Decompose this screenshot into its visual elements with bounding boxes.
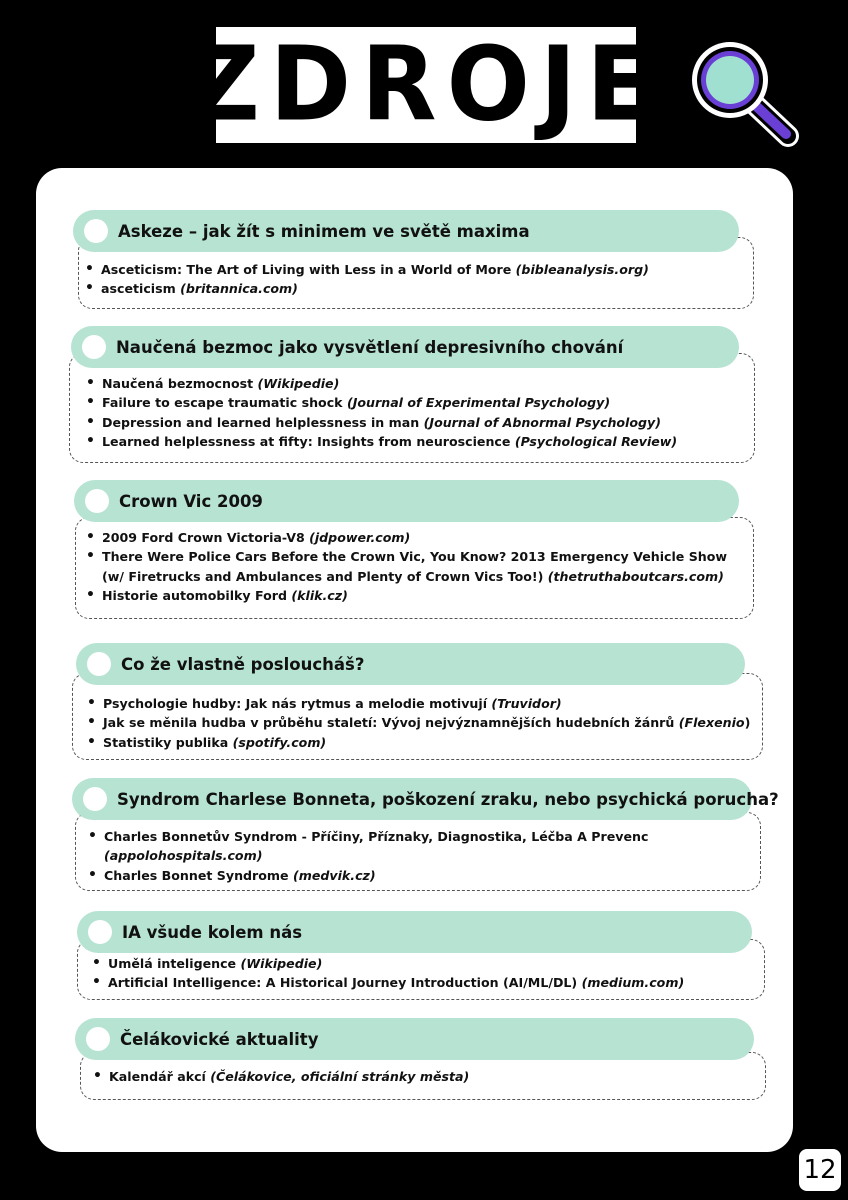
section-title: Naučená bezmoc jako vysvětlení depresivního chování <box>116 337 624 357</box>
source-title: Artificial Intelligence: A Historical Journey Introduction (AI/ML/DL) <box>108 975 582 991</box>
source-title: 2009 Ford Crown Victoria-V8 <box>102 530 310 545</box>
section-header-pill <box>74 480 739 522</box>
source-title: There Were Police Cars Before the Crown Vic, You Know? 2013 Emergency Vehicle Show (w/ Firetrucks and Ambulances and Plenty of Crown Vics Too!) <box>102 549 728 584</box>
source-title: Learned helplessness at fifty: Insights from neuroscience <box>102 433 515 449</box>
source-site: (bibleanalysis.org) <box>515 262 649 277</box>
bullet-circle-icon <box>86 1027 110 1051</box>
list-item <box>86 973 764 992</box>
list-item <box>86 954 764 973</box>
section-header-pill <box>77 911 752 953</box>
source-site: (Psychological Review) <box>514 433 678 449</box>
source-title: Asceticism: The Art of Living with Less in a World of More <box>101 262 516 277</box>
list-item <box>81 733 762 752</box>
sources-list-box <box>72 673 763 760</box>
source-site: (Truvidor) <box>491 696 562 711</box>
bullet-circle-icon <box>88 920 112 944</box>
source-title: Historie automobilky Ford <box>102 587 292 603</box>
source-site: (klik.cz) <box>291 587 348 603</box>
source-title: Kalendář akcí <box>109 1069 211 1084</box>
section-title: Co že vlastně posloucháš? <box>121 654 365 674</box>
list-item <box>79 260 753 279</box>
list-item <box>80 586 733 605</box>
source-title: Failure to escape traumatic shock <box>102 395 347 411</box>
source-site: (Wikipedie) <box>240 956 323 971</box>
list-item <box>80 393 754 412</box>
source-title: Psychologie hudby: Jak nás rytmus a melodie motivují <box>103 696 492 711</box>
source-title: Jak se měnila hudba v průběhu staletí: Vývoj nejvýznamnějších hudebních žánrů <box>103 715 679 731</box>
source-site: (Journal of Experimental Psychology) <box>346 395 611 411</box>
section-header-pill <box>71 326 739 368</box>
list-item <box>81 713 762 732</box>
source-site: (Flexenio <box>678 715 745 731</box>
bullet-circle-icon <box>84 219 108 243</box>
source-site: (appolohospitals.com) <box>104 848 263 864</box>
source-site: (britannica.com) <box>180 281 298 297</box>
list-item <box>87 1067 765 1086</box>
section-title: IA všude kolem nás <box>122 922 303 942</box>
section-title: Crown Vic 2009 <box>119 491 263 511</box>
source-title: asceticism <box>101 281 181 297</box>
source-title: Depression and learned helplessness in man <box>102 414 424 430</box>
list-item <box>80 413 754 432</box>
source-site: (medium.com) <box>581 975 685 991</box>
bullet-circle-icon <box>87 652 111 676</box>
source-site: (jdpower.com) <box>309 530 411 545</box>
section-title: Syndrom Charlese Bonneta, poškození zraku, nebo psychická porucha? <box>117 789 779 809</box>
source-title: Charles Bonnet Syndrome <box>104 867 293 883</box>
sources-list-box <box>69 353 755 463</box>
magnifier-icon <box>682 40 802 150</box>
page-number: 12 <box>799 1149 841 1191</box>
title-box <box>188 25 664 145</box>
source-title: Statistiky publika <box>103 734 233 750</box>
section-header-pill <box>75 1018 754 1060</box>
list-item <box>81 694 762 713</box>
source-site: (Wikipedie) <box>257 376 340 391</box>
section-title: Čelákovické aktuality <box>120 1029 319 1049</box>
source-suffix: ) <box>744 715 751 731</box>
bullet-circle-icon <box>83 787 107 811</box>
list-item <box>79 279 753 298</box>
sources-list-box <box>75 812 761 891</box>
source-site: (thetruthaboutcars.com) <box>547 568 724 584</box>
list-item <box>80 528 733 547</box>
section-header-pill <box>76 643 745 685</box>
list-item <box>80 374 754 393</box>
source-title: Naučená bezmocnost <box>102 376 258 391</box>
bullet-circle-icon <box>82 335 106 359</box>
sources-list-box <box>75 517 754 619</box>
source-site: (Čelákovice, oficiální stránky města) <box>210 1069 470 1084</box>
page-title: ZDROJE <box>188 25 664 145</box>
source-title: Charles Bonnetův Syndrom - Příčiny, Příznaky, Diagnostika, Léčba A Prevenc <box>104 829 649 844</box>
section-header-pill <box>72 778 779 820</box>
section-title: Askeze – jak žít s minimem ve světě maxima <box>118 221 530 241</box>
list-item <box>80 547 733 586</box>
source-site: (Journal of Abnormal Psychology) <box>423 414 662 430</box>
list-item <box>82 866 660 885</box>
source-site: (medvik.cz) <box>292 867 376 883</box>
list-item <box>80 432 754 451</box>
source-site: (spotify.com) <box>232 734 327 750</box>
source-title: Umělá inteligence <box>108 956 241 971</box>
list-item <box>82 827 660 866</box>
section-header-pill <box>73 210 739 252</box>
bullet-circle-icon <box>85 489 109 513</box>
